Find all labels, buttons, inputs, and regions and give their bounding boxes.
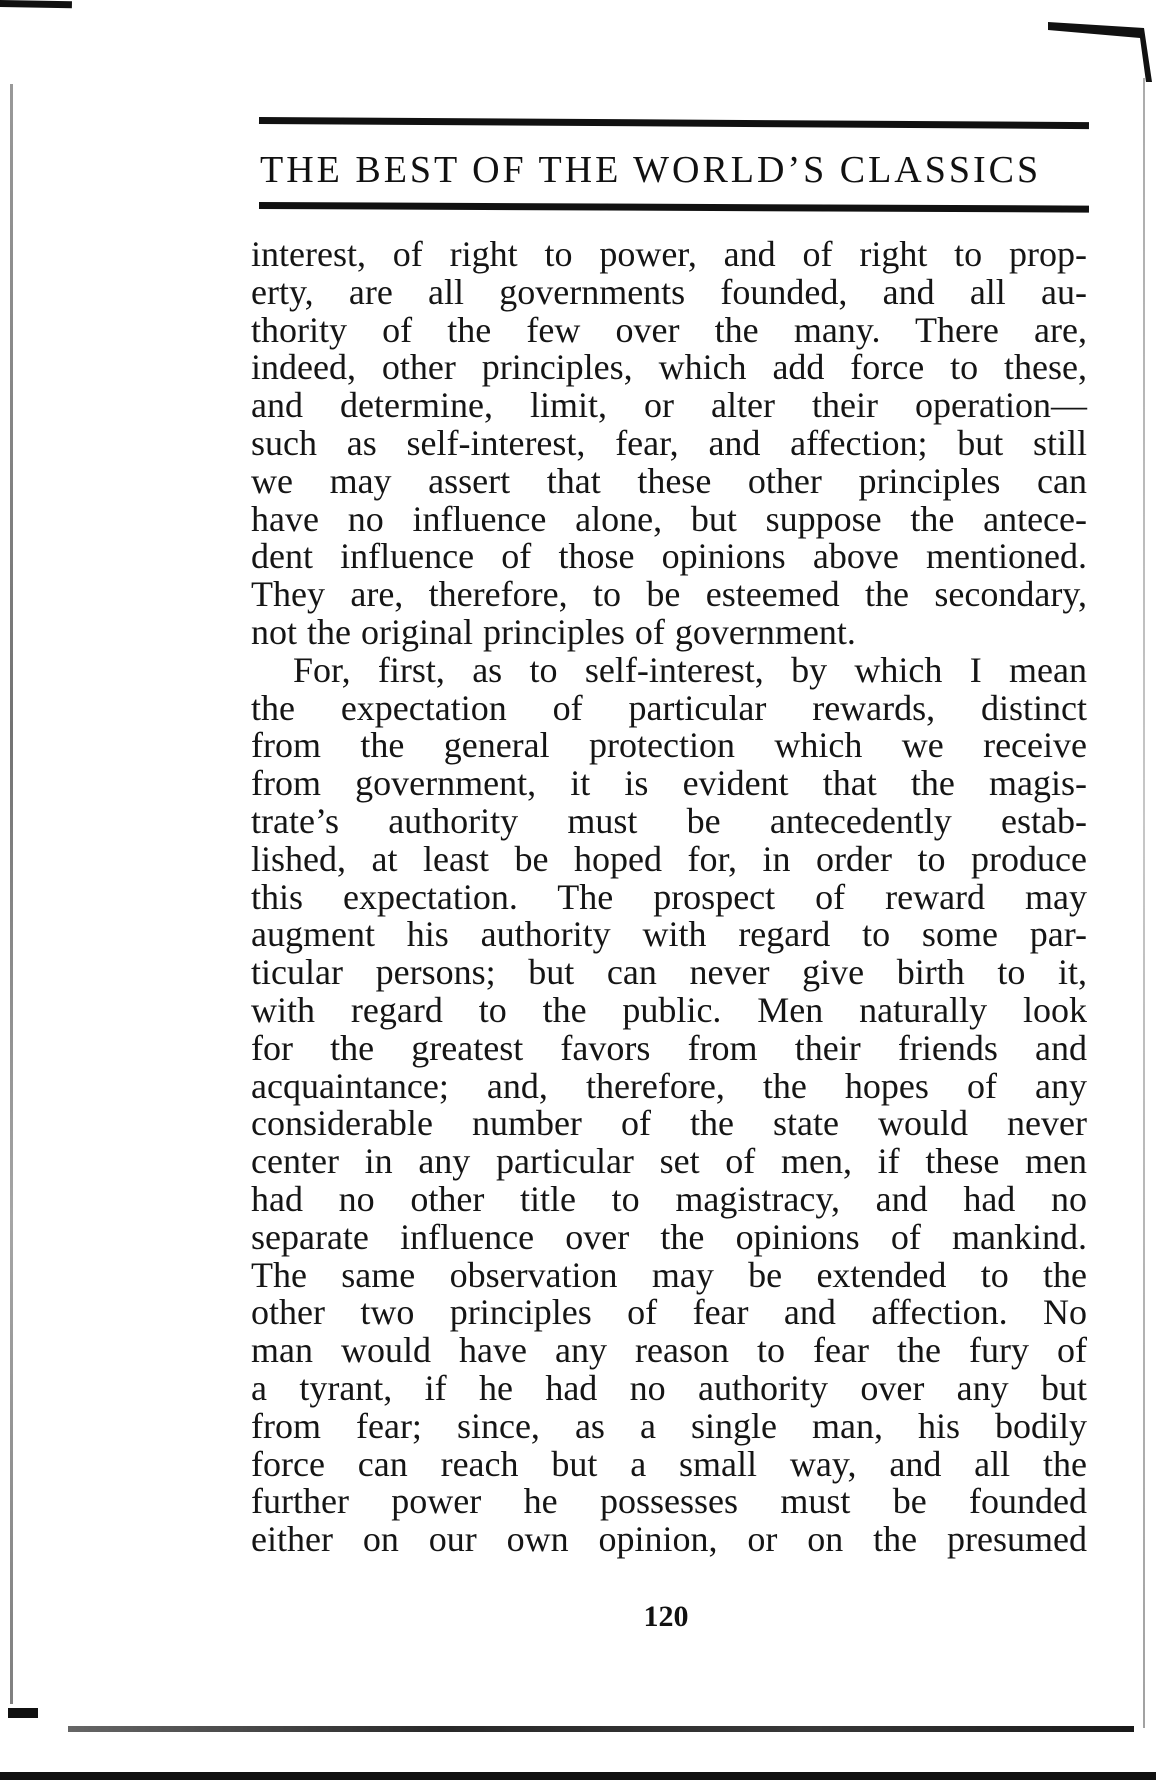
text-line: ticular persons; but can never give birth to it, <box>251 952 1087 993</box>
scan-bottom-edge <box>0 1772 1156 1780</box>
text-line: indeed, other principles, which add force to these, <box>251 347 1087 388</box>
text-line: separate influence over the opinions of mankind. <box>251 1216 1087 1257</box>
text-line: man would have any reason to fear the fury of <box>251 1330 1087 1371</box>
page-number: 120 <box>643 1600 689 1633</box>
text-line: a tyrant, if he had no authority over any but <box>251 1367 1087 1408</box>
text-line: thority of the few over the many. There are, <box>251 309 1087 350</box>
text-line: lished, at least be hoped for, in order to produce <box>251 838 1087 879</box>
scan-edge-tick <box>8 1708 38 1718</box>
scan-edge-left <box>10 84 13 1704</box>
text-line: They are, therefore, to be esteemed the secondary, <box>251 574 1087 615</box>
scan-edge-right <box>1143 78 1145 1728</box>
text-line: we may assert that these other principles can <box>251 460 1087 501</box>
text-line: force can reach but a small way, and all the <box>251 1443 1087 1484</box>
header-rule-top <box>259 117 1089 129</box>
text-line: trate’s authority must be antecedently estab- <box>251 800 1087 841</box>
text-line: further power he possesses must be founded <box>251 1481 1087 1522</box>
scan-corner-mark-top-right <box>1048 18 1152 82</box>
text-line: with regard to the public. Men naturally look <box>251 989 1087 1030</box>
text-line: from government, it is evident that the magis- <box>251 763 1087 804</box>
header-rule-bottom <box>259 202 1089 213</box>
text-line: such as self-interest, fear, and affection; but still <box>251 422 1087 463</box>
text-line: from the general protection which we receive <box>251 725 1087 766</box>
running-head: THE BEST OF THE WORLD’S CLASSICS <box>260 149 1042 191</box>
text-line: this expectation. The prospect of reward may <box>251 876 1087 917</box>
text-line: the expectation of particular rewards, distinct <box>251 687 1087 728</box>
text-line: have no influence alone, but suppose the antece- <box>251 498 1087 539</box>
text-line: considerable number of the state would never <box>251 1103 1087 1144</box>
text-line: For, first, as to self-interest, by which I mean <box>293 649 1087 690</box>
text-line: from fear; since, as a single man, his bodily <box>251 1405 1087 1446</box>
text-line: The same observation may be extended to the <box>251 1254 1087 1295</box>
text-line: center in any particular set of men, if these men <box>251 1141 1087 1182</box>
text-line: had no other title to magistracy, and had no <box>251 1178 1087 1219</box>
text-line: erty, are all governments founded, and all au- <box>251 271 1087 312</box>
text-line: for the greatest favors from their friends and <box>251 1027 1087 1068</box>
text-line: augment his authority with regard to some par- <box>251 914 1087 955</box>
scan-corner-mark-top-left <box>0 0 72 8</box>
text-line: other two principles of fear and affection. No <box>251 1292 1087 1333</box>
text-line: not the original principles of government. <box>251 611 856 652</box>
text-line: dent influence of those opinions above mentioned. <box>251 536 1087 577</box>
text-line: and determine, limit, or alter their operation— <box>251 385 1087 426</box>
scan-bottom-rule <box>68 1726 1134 1732</box>
text-line: either on our own opinion, or on the presumed <box>251 1519 1087 1560</box>
text-line: interest, of right to power, and of right to prop- <box>251 234 1087 274</box>
text-line: acquaintance; and, therefore, the hopes of any <box>251 1065 1087 1106</box>
body-text <box>251 236 1087 1594</box>
